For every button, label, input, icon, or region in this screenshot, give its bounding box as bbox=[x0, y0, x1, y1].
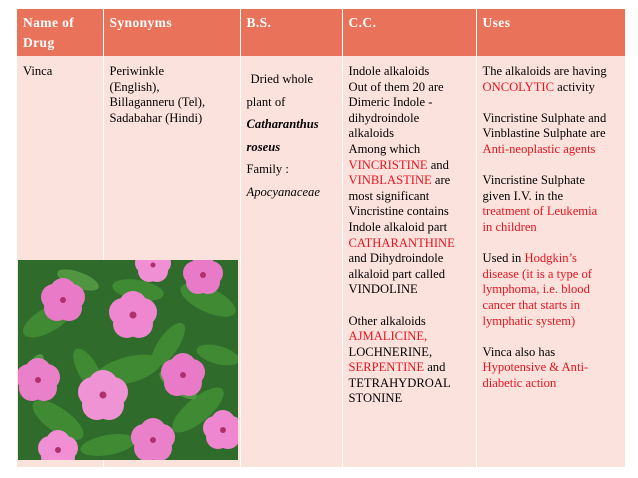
cc-line: Other alkaloids bbox=[348, 313, 426, 328]
cc-vinblastine: VINBLASTINE bbox=[348, 173, 432, 188]
header-synonyms: Synonyms bbox=[103, 9, 240, 56]
header-cc: C.C. bbox=[342, 9, 476, 56]
flower-image bbox=[18, 260, 238, 460]
uses-used-in: Used in bbox=[482, 251, 525, 266]
synonym-line: (English), bbox=[109, 79, 160, 94]
synonym-line: Billaganneru (Tel), bbox=[109, 95, 206, 110]
cc-catharanthine: CATHARANTHINE bbox=[348, 235, 455, 250]
uses-line: Vincristine Sulphate and bbox=[482, 110, 607, 125]
uses-leukemia: treatment of Leukemia bbox=[482, 204, 598, 219]
periwinkle-flower-photo bbox=[18, 260, 238, 460]
cc-line: most significant bbox=[348, 188, 430, 203]
synonym-line: Periwinkle bbox=[109, 64, 165, 78]
synonym-line: Sadabahar (Hindi) bbox=[109, 110, 203, 125]
spacer bbox=[349, 298, 472, 314]
cc-line: Indole alkaloid part bbox=[348, 219, 448, 234]
cell-bs bbox=[240, 56, 342, 467]
uses-hodgkin: cancer that starts in bbox=[482, 297, 581, 312]
bs-genus: Catharanthus bbox=[246, 117, 319, 131]
cc-lochnerine: LOCHNERINE, bbox=[348, 344, 433, 359]
bs-line: plant of bbox=[246, 94, 286, 109]
uses-activity: activity bbox=[554, 79, 595, 94]
uses-hodgkin: disease (it is a type of bbox=[482, 266, 592, 281]
uses-hypotensive: Hypotensive & Anti- bbox=[482, 360, 589, 375]
cc-and: and bbox=[424, 360, 446, 375]
cc-line: Out of them 20 are bbox=[348, 79, 444, 94]
spacer bbox=[483, 158, 622, 174]
cc-serpentine: SERPENTINE bbox=[348, 360, 425, 375]
cc-line: Among which bbox=[348, 141, 421, 156]
uses-oncolytic: ONCOLYTIC bbox=[482, 79, 554, 94]
spacer bbox=[483, 329, 622, 345]
cc-line: alkaloid part called bbox=[348, 266, 446, 281]
header-bs: B.S. bbox=[240, 9, 342, 56]
cc-line: alkaloids bbox=[348, 126, 394, 141]
cc-and: and bbox=[427, 157, 449, 172]
cell-uses bbox=[476, 56, 625, 467]
cc-line bbox=[349, 173, 472, 189]
header-row bbox=[17, 9, 625, 56]
cc-are: are bbox=[431, 173, 451, 188]
uses-line: Vincristine Sulphate bbox=[482, 173, 585, 188]
cc-vincristine: VINCRISTINE bbox=[348, 157, 428, 172]
cc-tetrahydro: STONINE bbox=[348, 391, 403, 406]
cc-line: Dimeric Indole - bbox=[348, 95, 433, 110]
uses-hodgkin: lymphatic system) bbox=[482, 313, 576, 328]
uses-line bbox=[483, 80, 622, 96]
cc-line: Indole alkaloids bbox=[348, 64, 430, 78]
bs-family-label: Family : bbox=[246, 162, 289, 176]
header-uses: Uses bbox=[476, 9, 625, 56]
uses-line: Vinblastine Sulphate are bbox=[482, 126, 606, 141]
uses-hodgkin: lymphoma, i.e. blood bbox=[482, 282, 590, 297]
uses-antineoplastic: Anti-neoplastic agents bbox=[482, 141, 596, 156]
cc-line: dihydroindole bbox=[348, 110, 420, 125]
spacer bbox=[483, 95, 622, 111]
cell-cc bbox=[342, 56, 476, 467]
uses-leukemia: in children bbox=[482, 219, 537, 234]
uses-line bbox=[483, 251, 622, 267]
bs-species: roseus bbox=[246, 139, 281, 154]
uses-line: given I.V. in the bbox=[482, 188, 564, 203]
cc-line bbox=[349, 158, 472, 174]
bs-line: Dried whole bbox=[250, 72, 314, 86]
cc-vindoline: VINDOLINE bbox=[348, 282, 418, 297]
spacer bbox=[483, 236, 622, 252]
cc-ajmalicine: AJMALICINE, bbox=[348, 329, 428, 344]
header-name-of-drug: Name of Drug bbox=[17, 9, 103, 56]
uses-line: The alkaloids are having bbox=[482, 64, 607, 78]
bs-family: Apocyanaceae bbox=[246, 184, 320, 199]
uses-hodgkin: Hodgkin’s bbox=[524, 251, 577, 266]
cc-line: and Dihydroindole bbox=[348, 251, 444, 266]
cc-line bbox=[349, 360, 472, 376]
drug-name: Vinca bbox=[23, 64, 53, 78]
uses-line: Vinca also has bbox=[482, 344, 556, 359]
cc-line: Vincristine contains bbox=[348, 204, 449, 219]
cc-tetrahydro: TETRAHYDROAL bbox=[348, 375, 451, 390]
uses-hypotensive: diabetic action bbox=[482, 375, 557, 390]
